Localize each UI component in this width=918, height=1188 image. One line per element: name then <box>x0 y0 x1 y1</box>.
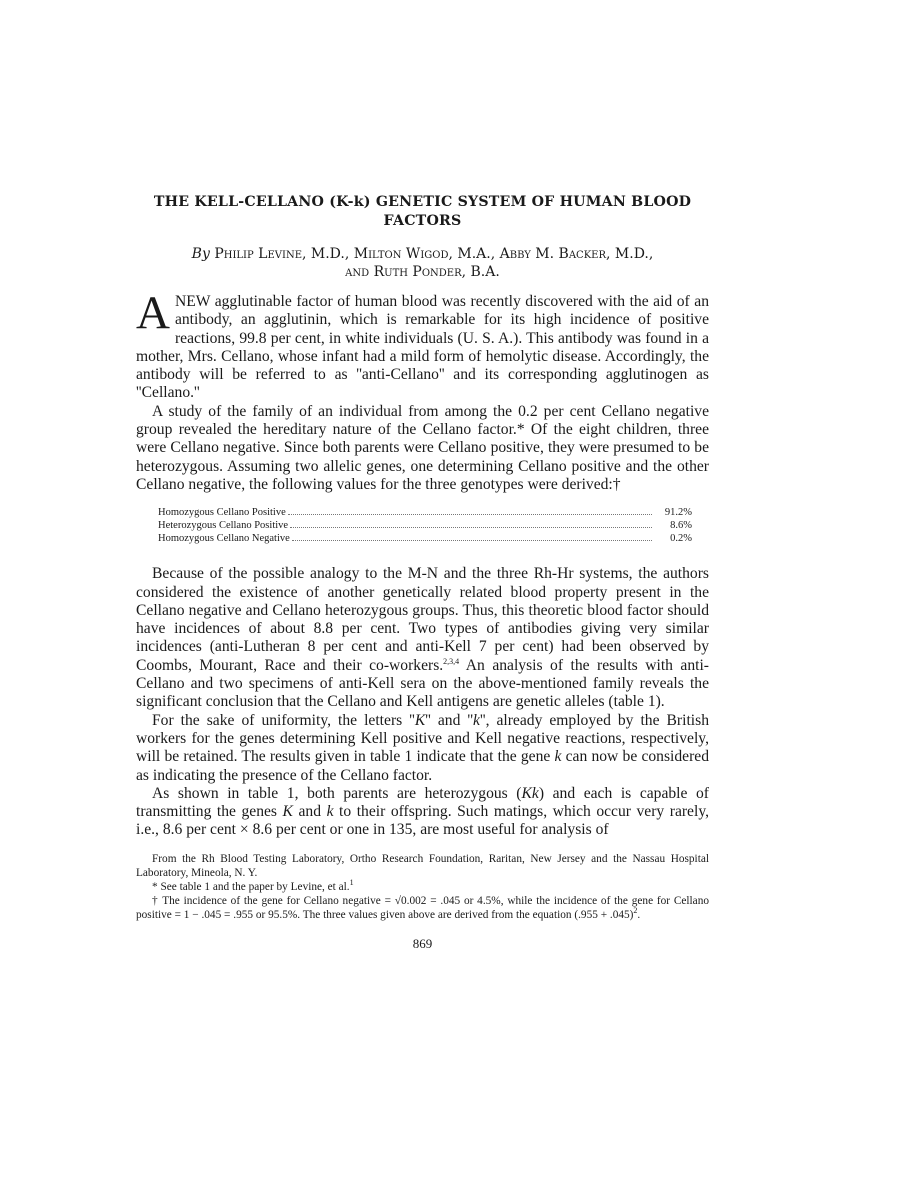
paragraph-4 <box>136 712 709 785</box>
gene-symbol-K: K <box>414 711 426 729</box>
drop-cap: A <box>136 287 170 339</box>
paragraph-3-text-b: An analysis of the results with anti-Cellano and two specimens of anti-Kell sera on the above-mentioned family reveals the significant conclusion that the Cellano and Kell antigens are genetic alleles (table 1). <box>136 656 709 711</box>
author-line-1: Philip Levine, M.D., Milton Wigod, M.A., Abby M. Backer, M.D., <box>214 246 654 262</box>
footnote-star-text: * See table 1 and the paper by Levine, et al. <box>152 880 350 893</box>
genotype-row <box>158 519 692 532</box>
paragraph-3 <box>136 565 709 711</box>
paragraph-2: A study of the family of an individual from among the 0.2 per cent Cellano negative group revealed the hereditary nature of the Cellano factor.* Of the eight children, three were Cellano negative. Since both parents were Cellano positive, they were presumed to be heterozygous. Assuming two allelic genes, one determining Cellano positive and the other Cellano negative, the following values for the three genotypes were derived:† <box>136 402 709 493</box>
footnote-dagger <box>136 894 709 922</box>
genotype-value: 8.6% <box>670 520 692 532</box>
leader-dots <box>288 514 652 515</box>
paragraph-1 <box>136 287 709 403</box>
paragraph-1-text: NEW agglutinable factor of human blood was recently discovered with the aid of an antibody, an agglutinin, which is remarkable for its high incidence of positive reactions, 99.8 per cent, in white individuals (U. S. A.). This antibody was found in a mother, Mrs. Cellano, whose infant had a mild form of hemolytic disease. Accordingly, the antibody will be referred to as ''anti-Cellano'' and its corresponding agglutinogen as ''Cellano.'' <box>136 293 709 402</box>
genotype-value: 0.2% <box>670 533 692 545</box>
citation-superscript: 2,3,4 <box>443 656 460 666</box>
genotype-row <box>158 506 692 519</box>
footnotes <box>136 852 709 922</box>
footnote-star <box>136 877 709 894</box>
paragraph-5-text-b: ) and each is capable of transmitting the genes <box>136 784 710 821</box>
footnote-affiliation: From the Rh Blood Testing Laboratory, Ortho Research Foundation, Raritan, New Jersey and the Nassau Hospital Laboratory, Mineola, N. Y. <box>136 852 709 879</box>
paragraph-5-text-c: and <box>292 803 327 821</box>
paragraph-5 <box>136 785 709 840</box>
genotype-row <box>158 532 692 545</box>
paragraph-4-text-d: can now be considered as indicating the presence of the Cellano factor. <box>136 748 709 784</box>
paragraph-4-text-b: '' and '' <box>425 711 474 729</box>
genotype-table <box>158 506 692 545</box>
gene-symbol-k: k <box>326 803 334 821</box>
paragraph-4-text-a: For the sake of uniformity, the letters '' <box>152 711 415 729</box>
paragraph-3-text-a: Because of the possible analogy to the M-N and the three Rh-Hr systems, the authors considered the existence of another genetically related blood property present in the Cellano negative and Cellano heterozygous groups. Thus, this theoretic blood factor should have incidences of about 8.8 per cent. Two types of antibodies giving very similar incidences (anti-Lutheran 8 per cent and anti-Kell 7 per cent) had been observed by Coombs, Mourant, Race and their co-workers. <box>136 565 709 674</box>
article-body <box>136 287 710 840</box>
genotype-symbol-Kk: Kk <box>521 784 539 802</box>
paragraph-5-text-a: As shown in table 1, both parents are heterozygous ( <box>152 784 522 802</box>
genotype-label: Homozygous Cellano Negative <box>158 533 290 545</box>
exponent-superscript: 2 <box>633 905 638 915</box>
leader-dots <box>290 527 652 528</box>
title-line-1: THE KELL-CELLANO (K-k) GENETIC SYSTEM OF HUMAN BLOOD <box>153 194 692 210</box>
author-line-2: and Ruth Ponder, B.A. <box>345 264 500 280</box>
leader-dots <box>292 540 652 541</box>
author-list <box>136 245 709 281</box>
citation-superscript: 1 <box>349 877 354 887</box>
genotype-label: Homozygous Cellano Positive <box>158 507 286 519</box>
author-by: By <box>191 246 210 262</box>
title-line-2: FACTORS <box>383 213 462 229</box>
page-number: 869 <box>412 935 433 951</box>
gene-symbol-k: k <box>473 711 480 729</box>
gene-symbol-k: k <box>554 748 562 766</box>
paper-title <box>136 193 709 231</box>
paragraph-4-text-c: '', already employed by the British workers for the genes determining Kell positive and Kell negative reactions, respectively, will be retained. The results given in table 1 indicate that the gene <box>136 711 709 766</box>
paper-page <box>136 193 709 952</box>
footnote-dagger-text: † The incidence of the gene for Cellano negative = √0.002 = .045 or 4.5%, while the incidence of the gene for Cellano positive = 1 − .045 = .955 or 95.5%. The three values given above are derived from the equation (.955 + .045) <box>136 894 709 921</box>
paragraph-5-text-d: to their offspring. Such matings, which occur very rarely, i.e., 8.6 per cent × 8.6 per cent or one in 135, are most useful for analysis of <box>136 803 709 839</box>
footnote-dagger-end: . <box>637 908 641 921</box>
genotype-label: Heterozygous Cellano Positive <box>158 520 289 532</box>
genotype-value: 91.2% <box>664 507 692 519</box>
gene-symbol-K: K <box>282 803 293 821</box>
